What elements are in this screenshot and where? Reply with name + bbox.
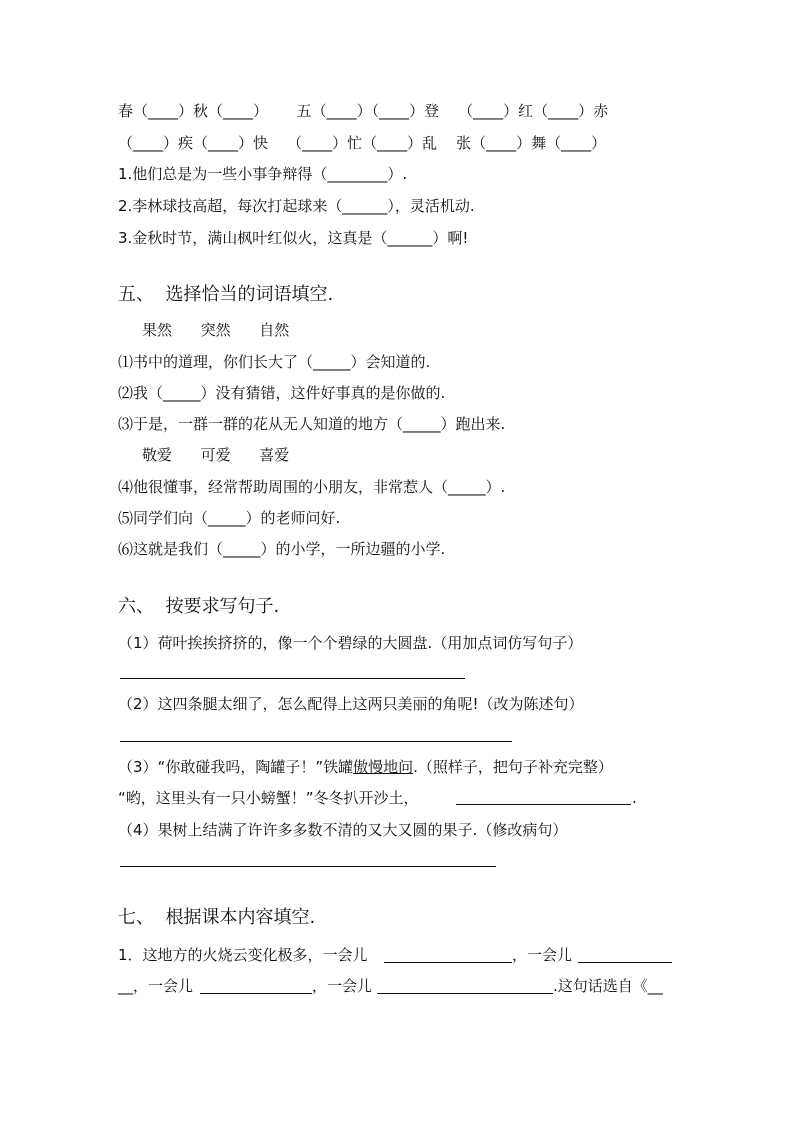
idiom-fill-line-1: 春（____）秋（____） 五（____）（____）登 （____）红（____）赤 — [118, 102, 609, 120]
sentence-question-4: （4）果树上结满了许许多多数不清的又大又圆的果子.（修改病句） — [118, 821, 568, 839]
idiom-fill-line-2: （____）疾（____）快 （____）忙（____）乱 张（____）舞（____） — [118, 134, 607, 152]
answer-line-1[interactable] — [120, 678, 465, 679]
sentence-example — [118, 788, 419, 808]
answer-line-2[interactable] — [120, 741, 512, 742]
sentence-question-2: （2）这四条腿太细了，怎么配得上这两只美丽的角呢!（改为陈述句） — [118, 695, 584, 713]
recall-line-2-b: ，一会儿 — [312, 977, 373, 995]
idiom-question-1: 1.他们总是为一些小事争辩得（________）. — [118, 165, 408, 183]
example-text: “哟，这里头有一只小螃蟹！”冬冬扒开沙土， — [118, 789, 419, 807]
idiom-question-3: 3.金秋时节，满山枫叶红似火，这真是（______）啊! — [118, 229, 469, 247]
idiom-question-2: 2.李林球技高超，每次打起球来（______），灵活机动. — [118, 197, 475, 215]
recall-blank-1[interactable] — [384, 962, 512, 963]
recall-blank-2[interactable] — [578, 962, 672, 963]
sentence-question-1: （1）荷叶挨挨挤挤的，像一个个碧绿的大圆盘.（用加点词仿写句子） — [118, 634, 583, 652]
section-5-title: 五、 选择恰当的词语填空. — [118, 284, 334, 305]
section-7-title: 七、 根据课本内容填空. — [118, 907, 316, 928]
recall-blank-3[interactable] — [200, 993, 312, 994]
fill-question-4: ⑷他很懂事，经常帮助周围的小朋友，非常惹人（_____）. — [118, 478, 506, 496]
section-6-title: 六、 按要求写句子. — [118, 596, 280, 617]
fill-question-6: ⑹这就是我们（_____）的小学，一所边疆的小学. — [118, 540, 446, 558]
word-bank-2: 敬爱 可爱 喜爱 — [142, 446, 290, 464]
fill-question-2: ⑵我（_____）没有猜错，这件好事真的是你做的. — [118, 384, 446, 402]
recall-line-2-c: .这句话选自《__ — [553, 977, 663, 995]
sentence-question-3 — [118, 757, 613, 777]
recall-line-1-a: 1．这地方的火烧云变化极多，一会儿 — [118, 946, 368, 964]
fill-question-1: ⑴书中的道理，你们长大了（_____）会知道的. — [118, 353, 431, 371]
answer-blank-3[interactable] — [456, 804, 631, 805]
word-bank-1: 果然 突然 自然 — [142, 321, 290, 339]
recall-line-2-a: __，一会儿 — [118, 977, 194, 995]
answer-line-4[interactable] — [120, 866, 496, 867]
q3-underlined-phrase: 傲慢地问 — [353, 758, 414, 776]
recall-line-1-b: ，一会儿 — [512, 946, 573, 964]
recall-blank-4[interactable] — [377, 993, 553, 994]
q3-text-post: .（照样子，把句子补充完整） — [413, 758, 613, 776]
fill-question-5: ⑸同学们向（_____）的老师问好. — [118, 509, 341, 527]
example-end: . — [632, 789, 637, 807]
q3-text-pre: （3）“你敢碰我吗，陶罐子！”铁罐 — [118, 758, 354, 776]
fill-question-3: ⑶于是，一群一群的花从无人知道的地方（_____）跑出来. — [118, 415, 506, 433]
